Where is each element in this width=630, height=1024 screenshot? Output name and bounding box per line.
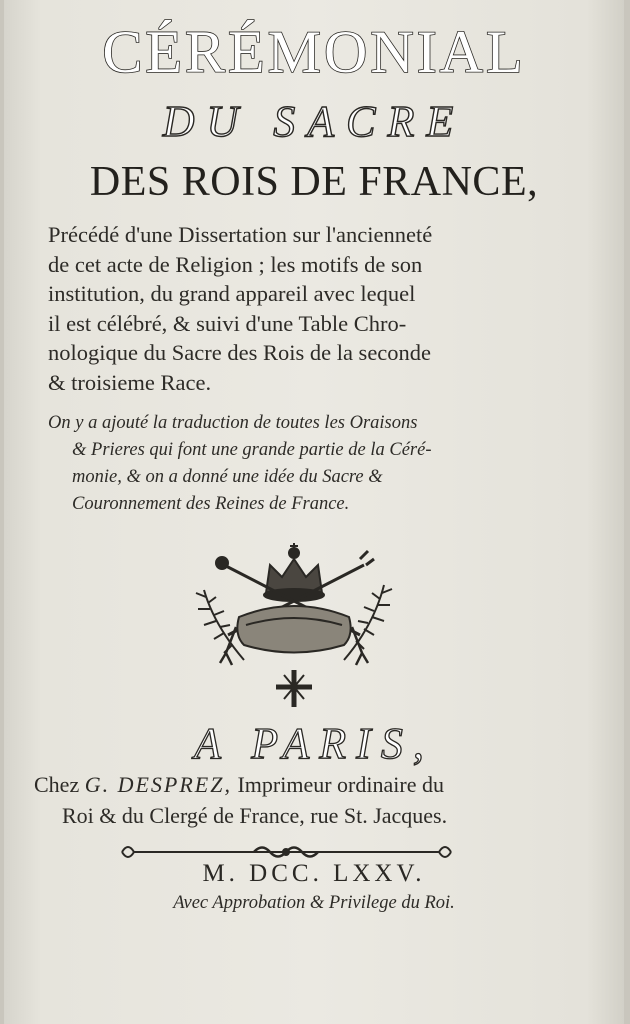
imprint-line-1 (34, 772, 574, 798)
title-ceremonial: CÉRÉMONIAL (102, 19, 526, 85)
addendum-line: monie, & on a donné une idée du Sacre & (72, 467, 383, 487)
imprint-suffix: Imprimeur ordinaire du (237, 772, 444, 797)
approbation-line: Avec Approbation & Privilege du Roi. (173, 893, 455, 913)
title-des-rois: DES ROIS DE FRANCE, (89, 159, 539, 205)
description-line: & troisieme Race. (48, 369, 212, 395)
printer-name: G. DESPREZ, (84, 772, 232, 797)
imprint-city: A PARIS, (194, 719, 434, 768)
royal-crown-emblem-icon (184, 535, 404, 710)
description-line: il est célébré, & suivi d'une Table Chro- (48, 310, 407, 336)
addendum-paragraph (48, 410, 568, 518)
description-line: de cet acte de Religion ; les motifs de son (48, 251, 423, 277)
description-line: nologique du Sacre des Rois de la seconde (48, 340, 432, 365)
addendum-line: On y a ajouté la traduction de toutes les Oraisons (48, 413, 418, 433)
title-du-sacre: DU SACRE (162, 97, 466, 146)
description-line: Précédé d'une Dissertation sur l'ancienneté (48, 222, 433, 247)
publication-year: M. DCC. LXXV. (202, 860, 426, 887)
description-paragraph (48, 220, 568, 397)
addendum-line: & Prieres qui font une grande partie de la Céré- (72, 440, 432, 460)
imprint-prefix: Chez (34, 772, 80, 797)
addendum-line: Couronnement des Reines de France. (72, 494, 350, 514)
description-line: institution, du grand appareil avec lequel (48, 281, 416, 306)
title-page (4, 0, 624, 1024)
imprint-line-2: Roi & du Clergé de France, rue St. Jacques. (62, 803, 448, 828)
